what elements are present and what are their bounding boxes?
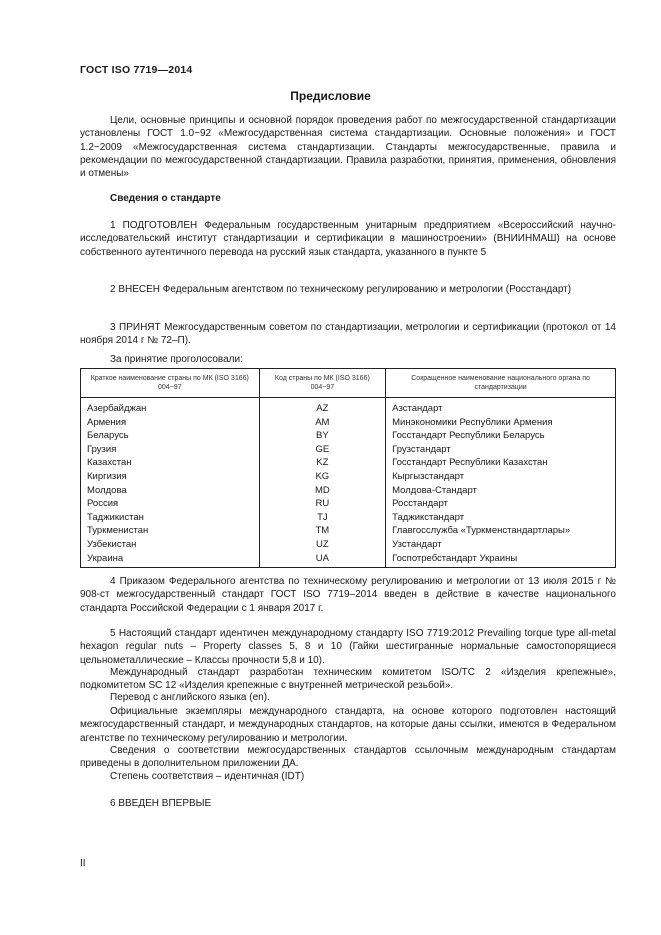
table-row bbox=[81, 538, 616, 552]
item-2-paragraph: 2 ВНЕСЕН Федеральным агентством по техническому регулированию и метрологии (Росстандарт) bbox=[110, 284, 572, 295]
about-standard-heading: Сведения о стандарте bbox=[110, 193, 221, 204]
member-states-table bbox=[80, 368, 616, 568]
item-5-paragraph: 5 Настоящий стандарт идентичен международному стандарту ISO 7719:2012 Prevailing torque type all-metal hexagon regular nuts – Property classes 5, 8 и 10 (Гайки шестигранные нормальные самостопорящиеся цельнометаллические – Классы прочности 5,8 и 10). bbox=[80, 628, 616, 666]
country-name: Азербайджан bbox=[81, 398, 260, 416]
item-5-language-paragraph: Перевод с английского языка (en). bbox=[110, 692, 270, 703]
standards-body: Росстандарт bbox=[386, 497, 616, 511]
item-3-paragraph: 3 ПРИНЯТ Межгосударственным советом по стандартизации, метрологии и сертификации (протокол от 14 ноября 2014 г № 72–П). bbox=[80, 322, 616, 347]
table-row bbox=[81, 470, 616, 484]
country-name: Россия bbox=[81, 497, 260, 511]
country-code: AZ bbox=[259, 398, 386, 416]
table-row bbox=[81, 552, 616, 568]
country-code: AM bbox=[259, 416, 386, 430]
voted-label: За принятие проголосовали: bbox=[110, 354, 243, 365]
item-4-paragraph: 4 Приказом Федерального агентства по техническому регулированию и метрологии от 13 июля 2015 г № 908-ст межгосударственный стандарт ГОСТ ISO 7719–2014 введен в действие в качестве национального стандарта Российской Федерации с 1 января 2017 г. bbox=[80, 576, 616, 614]
table-row bbox=[81, 456, 616, 470]
standards-body: Грузстандарт bbox=[386, 443, 616, 457]
country-code: BY bbox=[259, 429, 386, 443]
country-name: Киргизия bbox=[81, 470, 260, 484]
table-row bbox=[81, 497, 616, 511]
table-row bbox=[81, 429, 616, 443]
page-title: Предисловие bbox=[290, 89, 371, 103]
country-name: Грузия bbox=[81, 443, 260, 457]
intro-paragraph: Цели, основные принципы и основной порядок проведения работ по межгосударственной стандартизации установлены ГОСТ 1.0−92 «Межгосударственная система стандартизации. Основные положения» и ГОСТ 1.2−2009 «Межгосударственная система стандартизации. Стандарты межгосударственные, правила и рекомендации по межгосударственной стандартизации. Правила разработки, принятия, применения, обновления и отмены» bbox=[80, 115, 616, 180]
standards-body: Госстандарт Республики Казахстан bbox=[386, 456, 616, 470]
country-code: RU bbox=[259, 497, 386, 511]
item-6-paragraph: 6 ВВЕДЕН ВПЕРВЫЕ bbox=[110, 798, 212, 809]
country-name: Беларусь bbox=[81, 429, 260, 443]
standards-body: Узстандарт bbox=[386, 538, 616, 552]
table-row bbox=[81, 398, 616, 416]
standards-body: Минэкономики Республики Армения bbox=[386, 416, 616, 430]
country-name: Узбекистан bbox=[81, 538, 260, 552]
country-code: GE bbox=[259, 443, 386, 457]
standards-body: Азстандарт bbox=[386, 398, 616, 416]
country-name: Молдова bbox=[81, 484, 260, 498]
country-name: Таджикистан bbox=[81, 511, 260, 525]
table-header-row bbox=[81, 369, 616, 398]
standards-body: Молдова-Стандарт bbox=[386, 484, 616, 498]
doc-header-code: ГОСТ ISO 7719—2014 bbox=[80, 64, 193, 76]
country-code: TJ bbox=[259, 511, 386, 525]
country-code: KG bbox=[259, 470, 386, 484]
table-row bbox=[81, 443, 616, 457]
item-1-paragraph: 1 ПОДГОТОВЛЕН Федеральным государственным унитарным предприятием «Всероссийский научно-исследовательский институт стандартизации и сертификации в машиностроении» (ВНИИНМАШ) на основе собственного аутентичного перевода на русский язык стандарта, указанного в пункте 5 bbox=[80, 220, 616, 258]
country-name: Украина bbox=[81, 552, 260, 568]
country-name: Армения bbox=[81, 416, 260, 430]
item-5-official-copies-paragraph: Официальные экземпляры международного стандарта, на основе которого подготовлен настоящий межгосударственный стандарт, и международных стандартов, на которые даны ссылки, имеются в Федеральном агентстве по техническому регулированию и метрологии. bbox=[80, 706, 616, 744]
table-row bbox=[81, 524, 616, 538]
header-country-code: Код страны по МК (ISO 3166) 004−97 bbox=[259, 369, 386, 398]
standards-body: Главгосслужба «Туркменстандартлары» bbox=[386, 524, 616, 538]
country-name: Туркменистан bbox=[81, 524, 260, 538]
item-5-references-paragraph: Сведения о соответствии межгосударственных стандартов ссылочным международным стандартам приведены в дополнительном приложении ДА. bbox=[80, 745, 616, 770]
item-5-degree-paragraph: Степень соответствия – идентичная (IDT) bbox=[110, 771, 305, 782]
country-code: UZ bbox=[259, 538, 386, 552]
country-code: MD bbox=[259, 484, 386, 498]
standards-body: Госстандарт Республики Беларусь bbox=[386, 429, 616, 443]
country-name: Казахстан bbox=[81, 456, 260, 470]
country-code: TM bbox=[259, 524, 386, 538]
header-country-name: Краткое наименование страны по МК (ISO 3166) 004−97 bbox=[81, 369, 260, 398]
standards-body: Кыргызстандарт bbox=[386, 470, 616, 484]
item-5-committee-paragraph: Международный стандарт разработан техническим комитетом ISO/TC 2 «Изделия крепежные», подкомитетом SC 12 «Изделия крепежные с внутренней метрической резьбой». bbox=[80, 667, 616, 692]
header-standards-body: Сокращенное наименование национального органа по стандартизации bbox=[386, 369, 616, 398]
standards-body: Госпотребстандарт Украины bbox=[386, 552, 616, 568]
table-row bbox=[81, 484, 616, 498]
standards-body: Таджикстандарт bbox=[386, 511, 616, 525]
country-code: KZ bbox=[259, 456, 386, 470]
country-code: UA bbox=[259, 552, 386, 568]
table-row bbox=[81, 511, 616, 525]
table-row bbox=[81, 416, 616, 430]
page-number: II bbox=[80, 858, 86, 869]
